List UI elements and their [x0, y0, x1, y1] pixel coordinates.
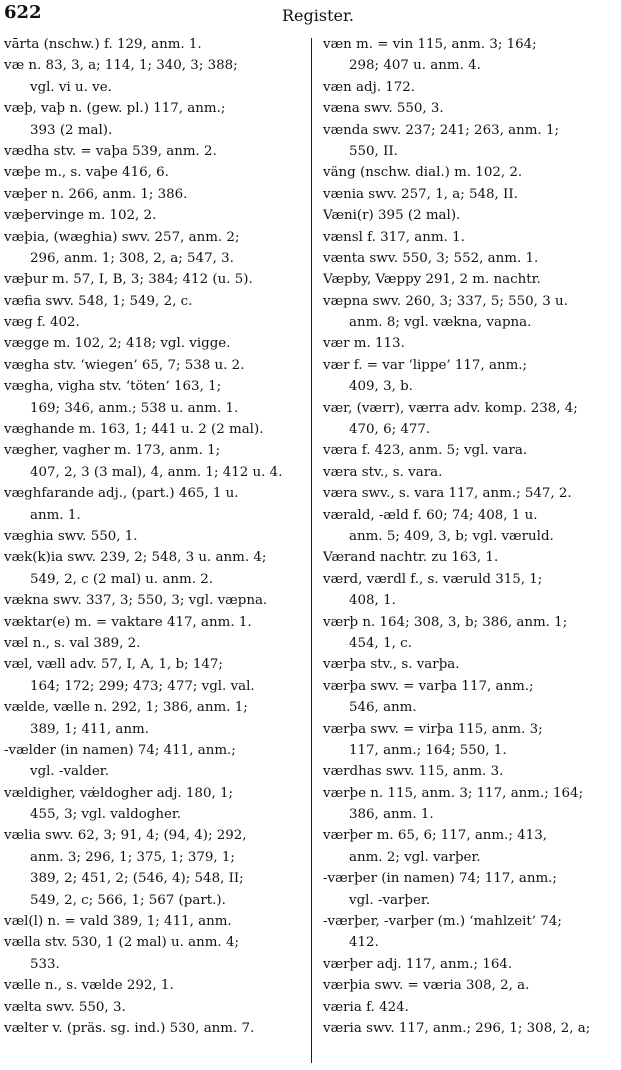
- index-line: 409, 3, b.: [349, 379, 413, 395]
- index-line: anm. 2; vgl. varþer.: [349, 849, 481, 865]
- index-line: 455, 3; vgl. valdogher.: [30, 807, 182, 823]
- index-line: værþa swv. = varþa 117, anm.;: [323, 678, 534, 694]
- index-line: væpna swv. 260, 3; 337, 5; 550, 3 u.: [323, 293, 568, 309]
- index-line: Væpby, Væppy 291, 2 m. nachtr.: [323, 272, 541, 288]
- index-line: vgl. -valder.: [30, 764, 109, 780]
- index-line: 296, anm. 1; 308, 2, a; 547, 3.: [30, 250, 234, 266]
- index-line: vækna swv. 337, 3; 550, 3; vgl. væpna.: [4, 593, 268, 609]
- index-line: værald, -æld f. 60; 74; 408, 1 u.: [323, 507, 538, 523]
- index-line: vælia swv. 62, 3; 91, 4; (94, 4); 292,: [4, 828, 247, 844]
- index-line: vægge m. 102, 2; 418; vgl. vigge.: [4, 336, 231, 352]
- index-line: væra swv., s. vara 117, anm.; 547, 2.: [323, 486, 572, 502]
- index-line: vær, (værr), værra adv. komp. 238, 4;: [323, 400, 578, 416]
- index-line: 470, 6; 477.: [349, 422, 431, 438]
- index-line: Værand nachtr. zu 163, 1.: [323, 550, 499, 566]
- index-line: væþer n. 266, anm. 1; 386.: [4, 186, 188, 202]
- index-line: væria f. 424.: [323, 999, 409, 1015]
- index-line: -værþer, -varþer (m.) ‘mahlzeit’ 74;: [323, 914, 562, 930]
- index-line: 408, 1.: [349, 593, 396, 609]
- index-line: væktar(e) m. = vaktare 417, anm. 1.: [4, 614, 252, 630]
- index-line: væghia swv. 550, 1.: [4, 528, 138, 544]
- index-line: væg f. 402.: [4, 315, 80, 331]
- index-line: værþe n. 115, anm. 3; 117, anm.; 164;: [323, 785, 584, 801]
- index-line: -vælder (in namen) 74; 411, anm.;: [4, 742, 236, 758]
- index-line: væghande m. 163, 1; 441 u. 2 (2 mal).: [4, 422, 264, 438]
- index-line: -værþer (in namen) 74; 117, anm.;: [323, 871, 557, 887]
- index-line: værþia swv. = væria 308, 2, a.: [323, 978, 530, 994]
- index-line: væn adj. 172.: [323, 79, 416, 95]
- index-line: værþer m. 65, 6; 117, anm.; 413,: [323, 828, 547, 844]
- index-line: 533.: [30, 956, 60, 972]
- index-line: væghfarande adj., (part.) 465, 1 u.: [4, 486, 239, 502]
- index-line: vænia swv. 257, 1, a; 548, II.: [323, 186, 518, 202]
- index-line: 546, anm.: [349, 700, 417, 716]
- running-title: Register.: [282, 6, 354, 25]
- index-line: 549, 2, c (2 mal) u. anm. 2.: [30, 571, 214, 587]
- index-line: væþervinge m. 102, 2.: [4, 208, 157, 224]
- index-line: vgl. -varþer.: [349, 892, 431, 908]
- left-column: [4, 34, 304, 1039]
- index-line: anm. 1.: [30, 507, 81, 523]
- index-line: vær m. 113.: [323, 336, 405, 352]
- index-line: vænta swv. 550, 3; 552, anm. 1.: [323, 250, 539, 266]
- index-line: væria swv. 117, anm.; 296, 1; 308, 2, a;: [323, 1020, 591, 1036]
- index-line: værd, værdl f., s. væruld 315, 1;: [323, 571, 543, 587]
- index-line: vælla stv. 530, 1 (2 mal) u. anm. 4;: [4, 935, 239, 951]
- index-line: 389, 1; 411, anm.: [30, 721, 149, 737]
- index-line: anm. 5; 409, 3, b; vgl. væruld.: [349, 528, 554, 544]
- index-line: 454, 1, c.: [349, 635, 412, 651]
- index-line: väng (nschw. dial.) m. 102, 2.: [323, 165, 523, 181]
- index-line: værþer adj. 117, anm.; 164.: [323, 956, 513, 972]
- index-line: vælter v. (präs. sg. ind.) 530, anm. 7.: [4, 1020, 255, 1036]
- index-line: 164; 172; 299; 473; 477; vgl. val.: [30, 678, 255, 694]
- index-line: væ n. 83, 3, a; 114, 1; 340, 3; 388;: [4, 58, 238, 74]
- index-line: 550, II.: [349, 143, 398, 159]
- index-line: Væni(r) 395 (2 mal).: [323, 208, 461, 224]
- index-line: vægher, vagher m. 173, anm. 1;: [4, 443, 221, 459]
- index-line: 298; 407 u. anm. 4.: [349, 58, 481, 74]
- right-column: [323, 34, 617, 1039]
- index-line: vārta (nschw.) f. 129, anm. 1.: [4, 37, 202, 52]
- index-line: væþ, vaþ n. (gew. pl.) 117, anm.;: [4, 101, 226, 117]
- index-line: vælde, vælle n. 292, 1; 386, anm. 1;: [4, 700, 248, 716]
- index-line: væþe m., s. vaþe 416, 6.: [4, 165, 169, 181]
- index-line: væna swv. 550, 3.: [323, 101, 444, 117]
- column-divider: [311, 38, 312, 1063]
- index-line: værþ n. 164; 308, 3, b; 386, anm. 1;: [323, 614, 568, 630]
- index-line: vgl. vi u. ve.: [30, 79, 112, 95]
- index-line: vældigher, væ̇ldogher adj. 180, 1;: [4, 785, 234, 801]
- index-line: vænsl f. 317, anm. 1.: [323, 229, 465, 245]
- index-line: væþur m. 57, I, B, 3; 384; 412 (u. 5).: [4, 272, 253, 288]
- index-line: væl, væll adv. 57, I, A, 1, b; 147;: [4, 657, 223, 673]
- index-line: væra f. 423, anm. 5; vgl. vara.: [323, 443, 528, 459]
- index-line: værþa stv., s. varþa.: [323, 657, 460, 673]
- index-line: 389, 2; 451, 2; (546, 4); 548, II;: [30, 871, 244, 887]
- index-line: vægha stv. ‘wiegen’ 65, 7; 538 u. 2.: [4, 357, 245, 373]
- index-line: væþia, (wæghia) swv. 257, anm. 2;: [4, 229, 240, 245]
- index-line: værþa swv. = virþa 115, anm. 3;: [323, 721, 543, 737]
- index-line: 169; 346, anm.; 538 u. anm. 1.: [30, 400, 239, 416]
- index-line: vædha stv. = vaþa 539, anm. 2.: [4, 143, 217, 159]
- index-line: 549, 2, c; 566, 1; 567 (part.).: [30, 892, 226, 908]
- index-line: 407, 2, 3 (3 mal), 4, anm. 1; 412 u. 4.: [30, 464, 283, 480]
- index-line: væl n., s. val 389, 2.: [4, 635, 141, 651]
- index-line: væk(k)ia swv. 239, 2; 548, 3 u. anm. 4;: [4, 550, 267, 566]
- index-line: vælta swv. 550, 3.: [4, 999, 126, 1015]
- index-line: anm. 8; vgl. vækna, vapna.: [349, 315, 532, 331]
- index-line: 386, anm. 1.: [349, 807, 434, 823]
- index-line: 393 (2 mal).: [30, 122, 113, 138]
- page-number: 622: [4, 2, 42, 23]
- index-line: væra stv., s. vara.: [323, 464, 443, 480]
- index-line: værdhas swv. 115, anm. 3.: [323, 764, 504, 780]
- index-line: 117, anm.; 164; 550, 1.: [349, 742, 507, 758]
- index-line: vælle n., s. vælde 292, 1.: [4, 978, 174, 994]
- index-line: væl(l) n. = vald 389, 1; 411, anm.: [4, 914, 232, 930]
- index-line: væn m. = vin 115, anm. 3; 164;: [323, 37, 537, 52]
- index-line: vænda swv. 237; 241; 263, anm. 1;: [323, 122, 559, 138]
- index-line: anm. 3; 296, 1; 375, 1; 379, 1;: [30, 849, 235, 865]
- index-line: væfia swv. 548, 1; 549, 2, c.: [4, 293, 193, 309]
- index-line: 412.: [349, 935, 379, 951]
- index-line: vægha, vigha stv. ‘töten’ 163, 1;: [4, 379, 222, 395]
- index-line: vær f. = var ‘lippe’ 117, anm.;: [323, 357, 528, 373]
